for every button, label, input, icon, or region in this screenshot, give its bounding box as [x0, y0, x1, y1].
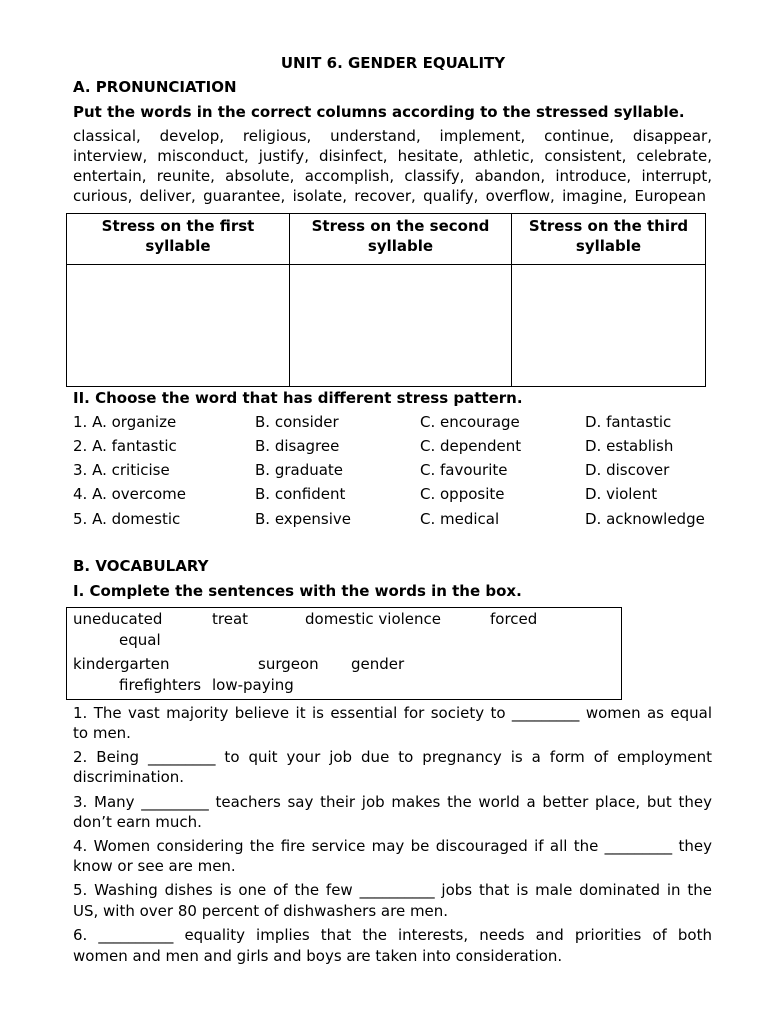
sentence-4-line-1: 4. Women considering the fire service may be discouraged if all the _________ they — [73, 837, 712, 855]
answer-cell-first[interactable] — [67, 265, 290, 387]
option-2b: B. disagree — [255, 437, 340, 455]
header-third-syllable: Stress on the third syllable — [512, 214, 706, 265]
option-1a: 1. A. organize — [73, 413, 177, 431]
box-word-domestic-violence: domestic violence — [305, 610, 442, 628]
pronunciation-heading: A. PRONUNCIATION — [73, 78, 237, 96]
sentence-3-line-1: 3. Many _________ teachers say their job makes the world a better place, but they — [73, 793, 712, 811]
header-second-syllable: Stress on the second syllable — [290, 214, 512, 265]
option-5c: C. medical — [420, 510, 500, 528]
option-2d: D. establish — [585, 437, 674, 455]
option-2a: 2. A. fantastic — [73, 437, 177, 455]
stress-columns-table — [66, 213, 706, 387]
word-list-line-1: classical, develop, religious, understand, implement, continue, disappear, — [73, 127, 712, 145]
option-3d: D. discover — [585, 461, 670, 479]
option-2c: C. dependent — [420, 437, 522, 455]
word-list-line-3: entertain, reunite, absolute, accomplish, classify, abandon, introduce, interrupt, — [73, 167, 712, 185]
box-word-surgeon: surgeon — [258, 655, 319, 673]
sentence-3-line-2: don’t earn much. — [73, 813, 202, 831]
box-word-uneducated: uneducated — [73, 610, 163, 628]
sentence-5-line-2: US, with over 80 percent of dishwashers are men. — [73, 902, 449, 920]
sentence-4-line-2: know or see are men. — [73, 857, 236, 875]
page-title: UNIT 6. GENDER EQUALITY — [280, 54, 506, 72]
box-word-gender: gender — [351, 655, 405, 673]
box-word-equal: equal — [119, 631, 161, 649]
option-5b: B. expensive — [255, 510, 352, 528]
option-1c: C. encourage — [420, 413, 520, 431]
sentence-1-line-2: to men. — [73, 724, 131, 742]
option-4a: 4. A. overcome — [73, 485, 186, 503]
vocabulary-instruction: I. Complete the sentences with the words in the box. — [73, 582, 522, 600]
word-list-line-2: interview, misconduct, justify, disinfect, hesitate, athletic, consistent, celebrate, — [73, 147, 712, 165]
sentence-2-line-2: discrimination. — [73, 768, 185, 786]
sentence-5-line-1: 5. Washing dishes is one of the few __________ jobs that is male dominated in the — [73, 881, 712, 899]
sentence-2-line-1: 2. Being _________ to quit your job due to pregnancy is a form of employment — [73, 748, 712, 766]
sentence-6-line-1: 6. __________ equality implies that the interests, needs and priorities of both — [73, 926, 712, 944]
option-3a: 3. A. criticise — [73, 461, 170, 479]
sentence-6-line-2: women and men and girls and boys are taken into consideration. — [73, 947, 563, 965]
box-word-treat: treat — [212, 610, 249, 628]
vocabulary-heading: B. VOCABULARY — [73, 557, 209, 575]
option-5d: D. acknowledge — [585, 510, 705, 528]
box-word-low-paying: low-paying — [212, 676, 294, 694]
option-4c: C. opposite — [420, 485, 505, 503]
box-word-kindergarten: kindergarten — [73, 655, 170, 673]
option-5a: 5. A. domestic — [73, 510, 181, 528]
answer-cell-second[interactable] — [290, 265, 512, 387]
option-4d: D. violent — [585, 485, 658, 503]
box-word-firefighters: firefighters — [119, 676, 202, 694]
box-word-forced: forced — [490, 610, 538, 628]
option-3b: B. graduate — [255, 461, 344, 479]
option-4b: B. confident — [255, 485, 346, 503]
header-first-syllable: Stress on the first syllable — [67, 214, 290, 265]
option-1d: D. fantastic — [585, 413, 672, 431]
option-1b: B. consider — [255, 413, 339, 431]
answer-cell-third[interactable] — [512, 265, 706, 387]
word-list-line-4: curious, deliver, guarantee, isolate, recover, qualify, overflow, imagine, European — [73, 187, 706, 205]
pronunciation-instruction: Put the words in the correct columns according to the stressed syllable. — [73, 103, 685, 121]
stress-pattern-heading: II. Choose the word that has different stress pattern. — [73, 389, 523, 407]
option-3c: C. favourite — [420, 461, 508, 479]
sentence-1-line-1: 1. The vast majority believe it is essential for society to _________ women as equal — [73, 704, 712, 722]
